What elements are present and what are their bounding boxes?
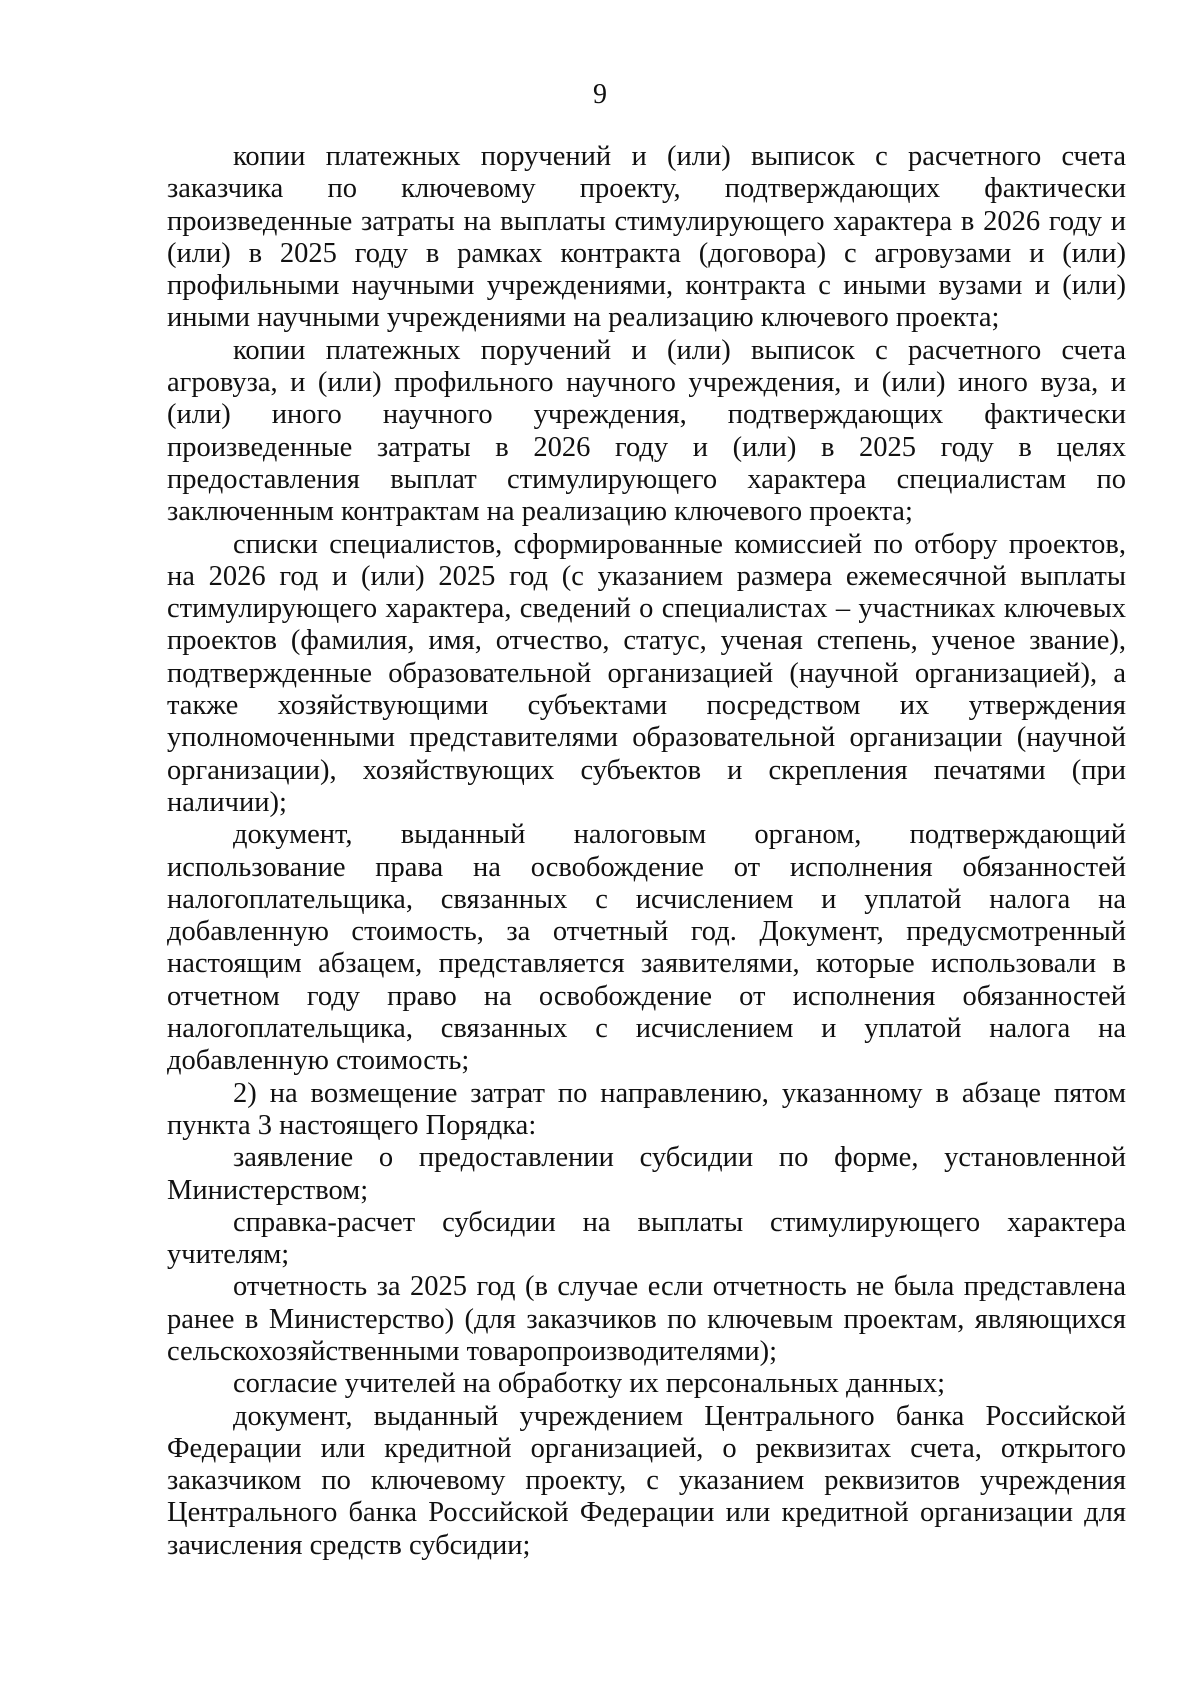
- paragraph-tax-document: документ, выданный налоговым органом, подтверждающий использование права на освобождение от исполнения обязанностей налогоплательщика, связанных с исчислением и уплатой налога на добавленную стоимость, за отчетный год. Документ, предусмотренный настоящим абзацем, представляется заявителями, которые использовали в отчетном году право на освобождение от исполнения обязанностей налогоплательщика, связанных с исчислением и уплатой налога на добавленную стоимость;: [167, 819, 1126, 1077]
- paragraph-specialist-lists: списки специалистов, сформированные комиссией по отбору проектов, на 2026 год и (или) 2025 год (с указанием размера ежемесячной выплаты стимулирующего характера, сведений о специалистах – участниках ключевых проектов (фамилия, имя, отчество, статус, ученая степень, ученое звание), подтвержденные образовательной организацией (научной организацией), а также хозяйствующими субъектами посредством их утверждения уполномоченными представителями образовательной организации (научной организации), хозяйствующих субъектов и скрепления печатями (при наличии);: [167, 528, 1126, 818]
- paragraph-teachers-consent: согласие учителей на обработку их персональных данных;: [233, 1368, 945, 1400]
- page-number: 9: [593, 79, 607, 110]
- paragraph-calculation-certificate: справка-расчет субсидии на выплаты стимулирующего характера учителям;: [167, 1206, 1126, 1271]
- paragraph-application: заявление о предоставлении субсидии по форме, установленной Министерством;: [167, 1142, 1126, 1206]
- paragraph-bank-details-document: документ, выданный учреждением Центрального банка Российской Федерации или кредитной организацией, о реквизитах счета, открытого заказчиком по ключевому проекту, с указанием реквизитов учреждения Центрального банка Российской Федерации или кредитной организации для зачисления средств субсидии;: [167, 1400, 1126, 1561]
- paragraph-payment-orders-customer: копии платежных поручений и (или) выписок с расчетного счета заказчика по ключевому проекту, подтверждающих фактически произведенные затраты на выплаты стимулирующего характера в 2026 году и (или) в 2025 году в рамках контракта (договора) с агровузами и (или) профильными научными учреждениями, контракта с иными вузами и (или) иными научными учреждениями на реализацию ключевого проекта;: [167, 141, 1126, 334]
- paragraph-payment-orders-agrouniversity: копии платежных поручений и (или) выписок с расчетного счета агровуза, и (или) профильного научного учреждения, и (или) иного вуза, и (или) иного научного учреждения, подтверждающих фактически произведенные затраты в 2026 году и (или) в 2025 году в целях предоставления выплат стимулирующего характера специалистам по заключенным контрактам на реализацию ключевого проекта;: [167, 334, 1126, 528]
- document-body: [167, 141, 1126, 1562]
- paragraph-item-2-heading: 2) на возмещение затрат по направлению, указанному в абзаце пятом пункта 3 настоящего Порядка:: [167, 1077, 1126, 1141]
- paragraph-reporting-2025: отчетность за 2025 год (в случае если отчетность не была представлена ранее в Министерство) (для заказчиков по ключевым проектам, являющихся сельскохозяйственными товаропроизводителями);: [167, 1271, 1126, 1367]
